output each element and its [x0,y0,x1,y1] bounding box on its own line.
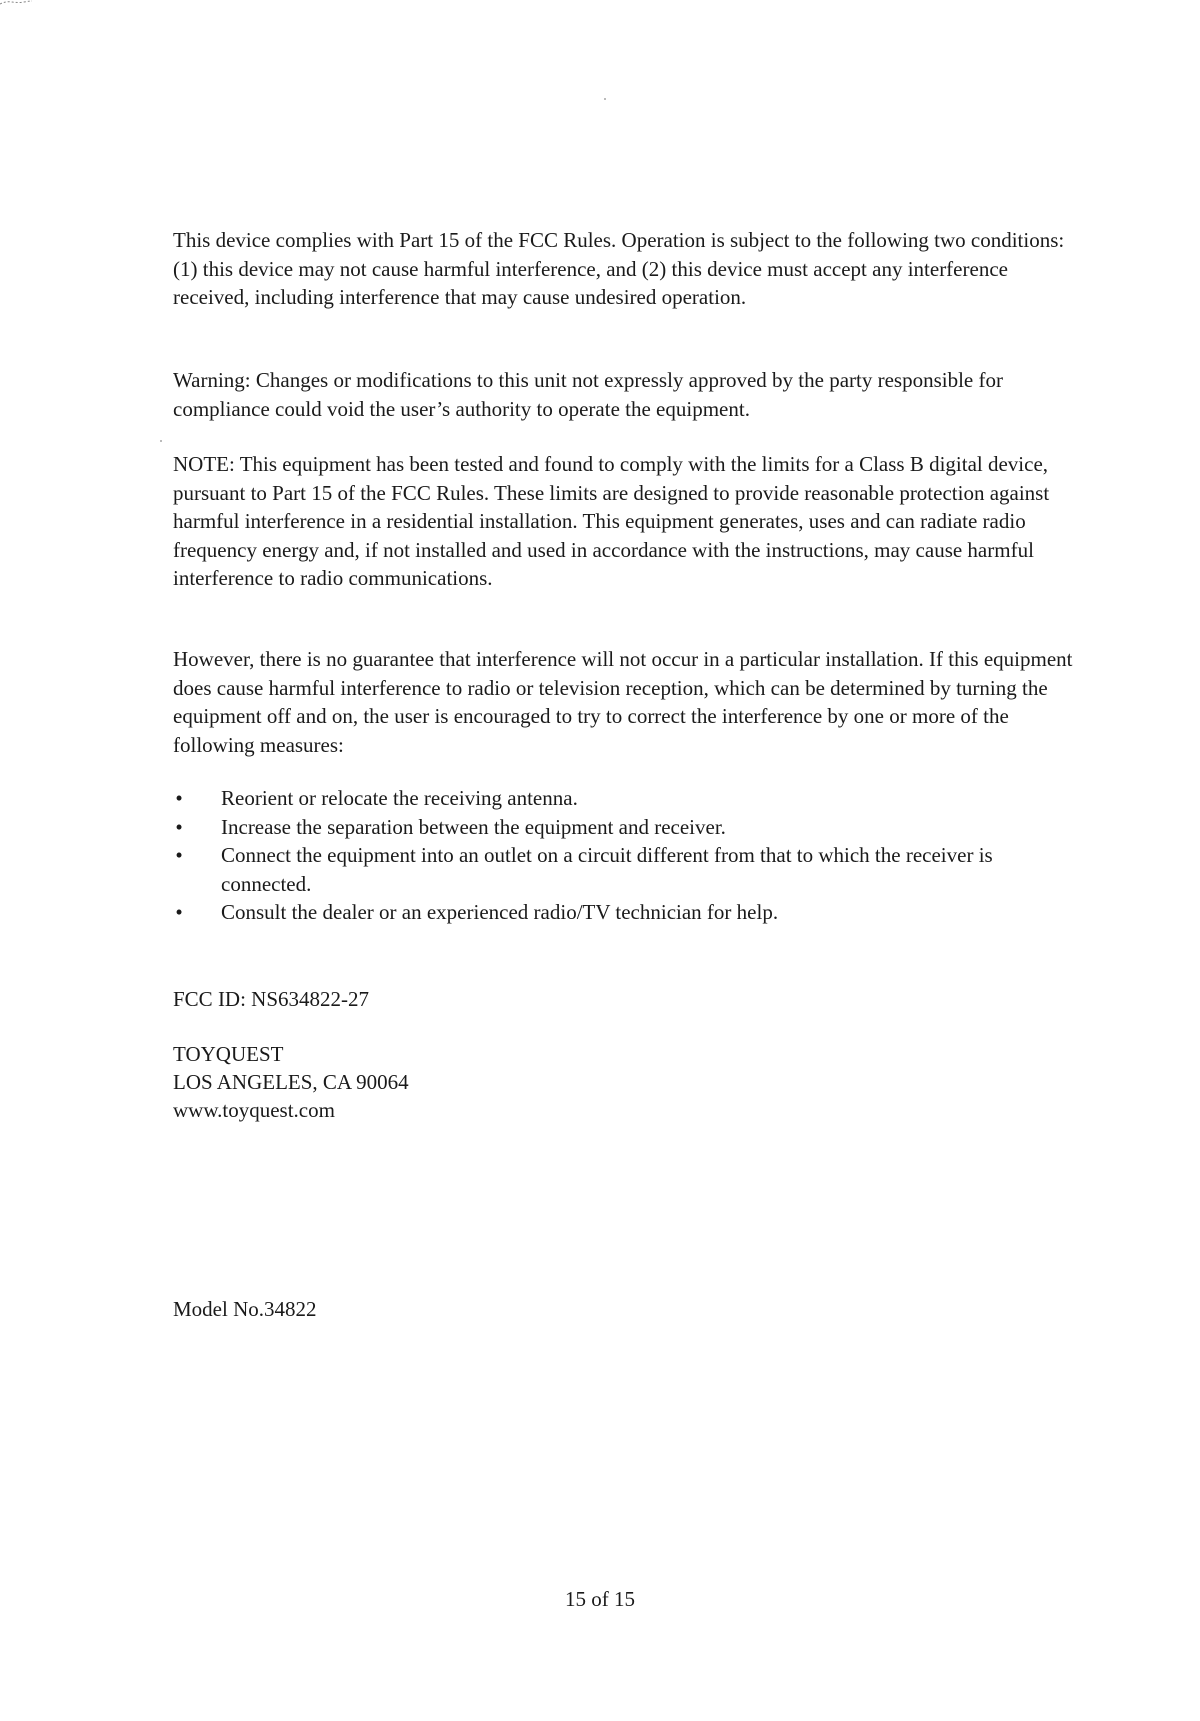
measure-text: Reorient or relocate the receiving antenna. [221,786,578,810]
scan-speck [604,98,606,100]
company-location: LOS ANGELES, CA 90064 [173,1070,409,1094]
warning-paragraph: Warning: Changes or modifications to this unit not expressly approved by the party responsible for compliance could void the user’s authority to operate the equipment. [173,368,1003,421]
bullet-icon: • [175,814,183,839]
bullet-icon: • [175,786,183,810]
company-website: www.toyquest.com [173,1098,335,1122]
measure-text: Connect the equipment into an outlet on a circuit different from that to which the receiver is connected. [221,843,993,896]
company-name: TOYQUEST [173,1042,284,1066]
page-number: 15 of 15 [565,1587,635,1611]
bullet-icon: • [175,900,183,924]
note-paragraph: NOTE: This equipment has been tested and found to comply with the limits for a Class B digital device, pursuant to Part 15 of the FCC Rules. These limits are designed to provide reasonable protection against harmful interference in a residential installation. This equipment generates, uses and can radiate radio frequency energy and, if not installed and used in accordance with the instructions, may cause harmful interference to radio communications. [173,452,1050,590]
measure-text: Consult the dealer or an experienced radio/TV technician for help. [221,900,779,924]
measures-list [173,784,1073,927]
list-item [173,898,1073,927]
list-item [173,784,1073,813]
fcc-id: FCC ID: NS634822-27 [173,987,370,1011]
scan-artifact-mark [0,0,34,6]
model-number: Model No.34822 [173,1297,317,1321]
compliance-paragraph: This device complies with Part 15 of the FCC Rules. Operation is subject to the following two conditions: (1) this device may not cause harmful interference, and (2) this device must accept any interference received, including interference that may cause undesired operation. [173,228,1065,309]
guarantee-paragraph: However, there is no guarantee that interference will not occur in a particular installation. If this equipment does cause harmful interference to radio or television reception, which can be determined by turning the equipment off and on, the user is encouraged to try to correct the interference by one or more of the following measures: [173,647,1073,757]
bullet-icon: • [175,843,183,867]
scan-speck [160,440,162,442]
list-item [173,813,1073,842]
measure-text: Increase the separation between the equipment and receiver. [221,814,726,839]
list-item [173,841,1073,898]
